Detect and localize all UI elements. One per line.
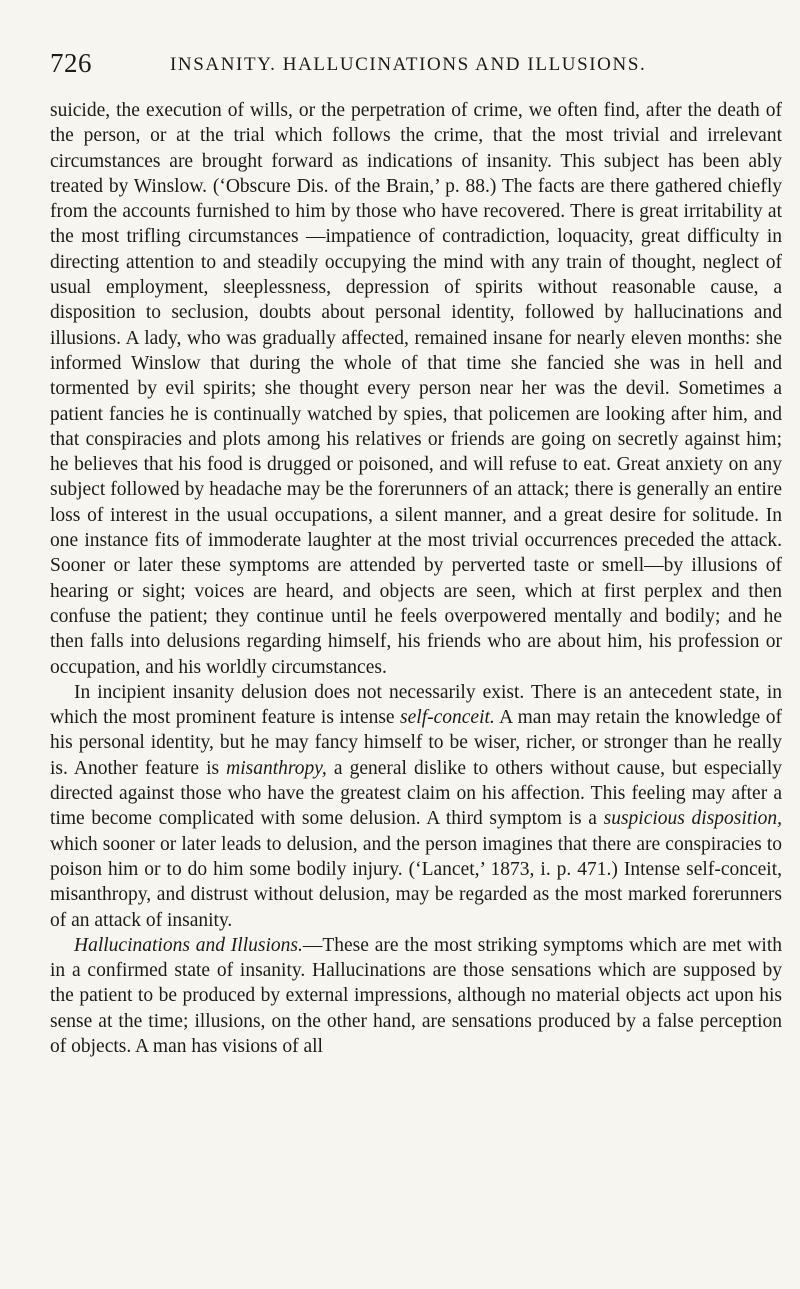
section-heading-hallucinations: Hallucinations and Illusions. xyxy=(74,934,303,956)
paragraph-hallucinations xyxy=(50,933,782,1059)
paragraph-text: a general dislike to others without cause, but especially directed against those who have the greatest claim on his affection. This feeling may after a time become complicated with some delusion. A third symptom is a xyxy=(50,757,782,830)
paragraph-text: which sooner or later leads to delusion, and the person imagines that there are conspiracies to poison him or to do him some bodily injury. (‘Lancet,’ 1873, i. p. 471.) Intense self-conceit, misanthropy, and distrust without delusion, may be regarded as the most marked forerunners of an attack of insanity. xyxy=(50,833,782,931)
emphasis-suspicious-disposition: suspicious disposition, xyxy=(603,808,782,830)
body-text xyxy=(50,98,782,1059)
paragraph-incipient-insanity xyxy=(50,680,782,933)
emphasis-self-conceit: self-conceit. xyxy=(400,707,495,729)
running-title: INSANITY. HALLUCINATIONS AND ILLUSIONS. xyxy=(170,54,647,75)
running-head xyxy=(50,48,786,82)
page-number: 726 xyxy=(50,48,92,78)
paragraph-text: In incipient insanity delusion does not necessarily exist. There is an antecedent state, in which the most prominent feature is intense xyxy=(50,681,782,729)
paragraph-text: suicide, the execution of wills, or the perpetration of crime, we often find, after the death of the person, or at the trial which follows the crime, that the most trivial and irrelevant circumstances are brought forward as indications of insanity. This subject has been ably treated by Winslow. (‘Obscure Dis. of the Brain,’ p. 88.) The facts are there gathered chiefly from the accounts furnished to him by those who have recovered. There is great irritability at the most trifling circumstances —impatience of contradiction, loquacity, great difficulty in directing attention to and steadily occupying the mind with any train of thought, neglect of usual employment, sleeplessness, depression of spirits without reasonable cause, a disposition to seclusion, doubts about personal identity, followed by hallucinations and illusions. A lady, who was gradually affected, remained insane for nearly eleven months: she informed Winslow that during the whole of that time she fancied she was in hell and tormented by evil spirits; she thought every person near her was the devil. Sometimes a patient fancies he is continually watched by spies, that policemen are looking after him, and that conspiracies and plots among his relatives or friends are going on secretly against him; he believes that his food is drugged or poisoned, and will refuse to eat. Great anxiety on any subject followed by headache may be the forerunners of an attack; there is generally an entire loss of interest in the usual occupations, a silent manner, and a great desire for solitude. In one instance fits of immoderate laughter at the most trivial occurrences preceded the attack. Sooner or later these symptoms are attended by perverted taste or smell—by illusions of hearing or sight; voices are heard, and objects are seen, which at first perplex and then confuse the patient; they continue until he feels overpowered mentally and bodily; and he then falls into delusions regarding himself, his friends who are about him, his profession or occupation, and his worldly circumstances. xyxy=(50,100,782,678)
paragraph-continuation xyxy=(50,98,782,680)
emphasis-misanthropy: misanthropy, xyxy=(226,757,327,779)
paragraph-text: A man may retain the knowledge of his personal identity, but he may fancy himself to be wiser, richer, or stronger than he really is. Another feature is xyxy=(50,707,783,779)
paragraph-text: —These are the most striking symptoms which are met with in a confirmed state of insanity. Hallucinations are those sensations which are supposed by the patient to be produced by external impressions, although no material objects act upon his sense at the time; illusions, on the other hand, are sensations produced by a false perception of objects. A man has visions of all xyxy=(50,934,782,1057)
